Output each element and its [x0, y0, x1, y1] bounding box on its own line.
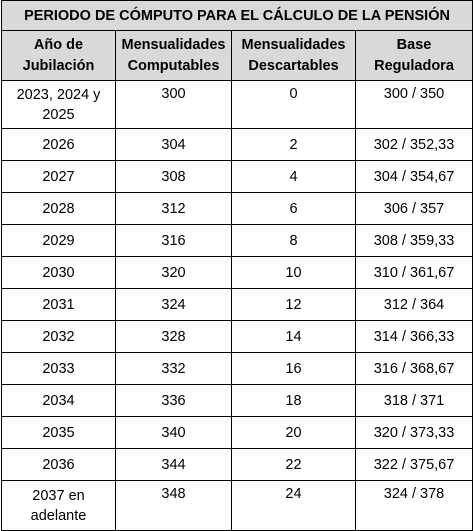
- pension-table-container: [1, 0, 472, 531]
- table-row: [2, 193, 473, 225]
- cell-descartables: 18: [232, 385, 356, 417]
- header-base-line1: Base: [396, 36, 432, 53]
- cell-year-line1: 2028: [42, 200, 75, 217]
- header-year-line2: Jubilación: [22, 57, 95, 74]
- cell-base: 316 / 368,67: [356, 353, 473, 385]
- cell-year: [2, 289, 116, 321]
- cell-descartables: 10: [232, 257, 356, 289]
- cell-descartables: 24: [232, 481, 356, 531]
- header-descartables-line2: Descartables: [248, 57, 339, 74]
- header-computables: [116, 31, 232, 81]
- cell-computables: 328: [116, 321, 232, 353]
- header-year-line1: Año de: [33, 36, 84, 53]
- cell-year-line1: 2031: [42, 296, 75, 313]
- table-row: [2, 481, 473, 531]
- table-body: [2, 81, 473, 531]
- cell-descartables: 20: [232, 417, 356, 449]
- cell-base: 324 / 378: [356, 481, 473, 531]
- table-row: [2, 129, 473, 161]
- cell-year: [2, 417, 116, 449]
- cell-year-line1: 2030: [42, 264, 75, 281]
- cell-year-line1: 2033: [42, 360, 75, 377]
- cell-year: [2, 353, 116, 385]
- cell-computables: 332: [116, 353, 232, 385]
- table-row: [2, 385, 473, 417]
- cell-descartables: 22: [232, 449, 356, 481]
- table-header-row: [2, 31, 473, 81]
- cell-year-line1: 2035: [42, 424, 75, 441]
- cell-computables: 340: [116, 417, 232, 449]
- cell-year: [2, 129, 116, 161]
- cell-year-line1: 2034: [42, 392, 75, 409]
- cell-computables: 344: [116, 449, 232, 481]
- cell-base: 312 / 364: [356, 289, 473, 321]
- header-base-line2: Reguladora: [374, 57, 454, 74]
- cell-year-line1: 2037 en: [32, 487, 85, 504]
- cell-year: [2, 257, 116, 289]
- cell-descartables: 2: [232, 129, 356, 161]
- cell-descartables: 14: [232, 321, 356, 353]
- table-row: [2, 257, 473, 289]
- table-title-row: [2, 1, 473, 31]
- header-descartables-line1: Mensualidades: [241, 36, 346, 53]
- cell-base: 310 / 361,67: [356, 257, 473, 289]
- cell-year: [2, 161, 116, 193]
- cell-year: [2, 321, 116, 353]
- cell-year: [2, 481, 116, 531]
- cell-base: 302 / 352,33: [356, 129, 473, 161]
- cell-year-line1: 2027: [42, 168, 75, 185]
- cell-computables: 324: [116, 289, 232, 321]
- cell-descartables: 0: [232, 81, 356, 129]
- header-base: [356, 31, 473, 81]
- cell-year: [2, 225, 116, 257]
- cell-computables: 336: [116, 385, 232, 417]
- cell-computables: 300: [116, 81, 232, 129]
- cell-year-line1: 2026: [42, 136, 75, 153]
- cell-year-line1: 2029: [42, 232, 75, 249]
- cell-computables: 308: [116, 161, 232, 193]
- table-row: [2, 225, 473, 257]
- cell-descartables: 4: [232, 161, 356, 193]
- cell-base: 314 / 366,33: [356, 321, 473, 353]
- cell-computables: 320: [116, 257, 232, 289]
- cell-computables: 304: [116, 129, 232, 161]
- cell-descartables: 6: [232, 193, 356, 225]
- cell-computables: 348: [116, 481, 232, 531]
- cell-year-line2: 2025: [42, 106, 75, 123]
- cell-descartables: 12: [232, 289, 356, 321]
- cell-year: [2, 81, 116, 129]
- table-row: [2, 353, 473, 385]
- cell-year: [2, 193, 116, 225]
- cell-year-line2: adelante: [30, 507, 87, 524]
- cell-base: 320 / 373,33: [356, 417, 473, 449]
- table-title: PERIODO DE CÓMPUTO PARA EL CÁLCULO DE LA PENSIÓN: [2, 1, 473, 31]
- cell-base: 308 / 359,33: [356, 225, 473, 257]
- cell-descartables: 16: [232, 353, 356, 385]
- cell-base: 318 / 371: [356, 385, 473, 417]
- cell-year-line1: 2036: [42, 456, 75, 473]
- cell-computables: 312: [116, 193, 232, 225]
- cell-base: 300 / 350: [356, 81, 473, 129]
- cell-base: 322 / 375,67: [356, 449, 473, 481]
- cell-base: 306 / 357: [356, 193, 473, 225]
- table-row: [2, 289, 473, 321]
- cell-base: 304 / 354,67: [356, 161, 473, 193]
- cell-computables: 316: [116, 225, 232, 257]
- header-year: [2, 31, 116, 81]
- cell-year: [2, 449, 116, 481]
- header-computables-line2: Computables: [127, 57, 220, 74]
- pension-computation-table: [1, 0, 473, 531]
- cell-year-line1: 2023, 2024 y: [16, 86, 101, 103]
- table-row: [2, 417, 473, 449]
- table-row: [2, 81, 473, 129]
- cell-descartables: 8: [232, 225, 356, 257]
- table-row: [2, 321, 473, 353]
- table-row: [2, 161, 473, 193]
- cell-year-line1: 2032: [42, 328, 75, 345]
- header-descartables: [232, 31, 356, 81]
- cell-year: [2, 385, 116, 417]
- table-row: [2, 449, 473, 481]
- header-computables-line1: Mensualidades: [121, 36, 226, 53]
